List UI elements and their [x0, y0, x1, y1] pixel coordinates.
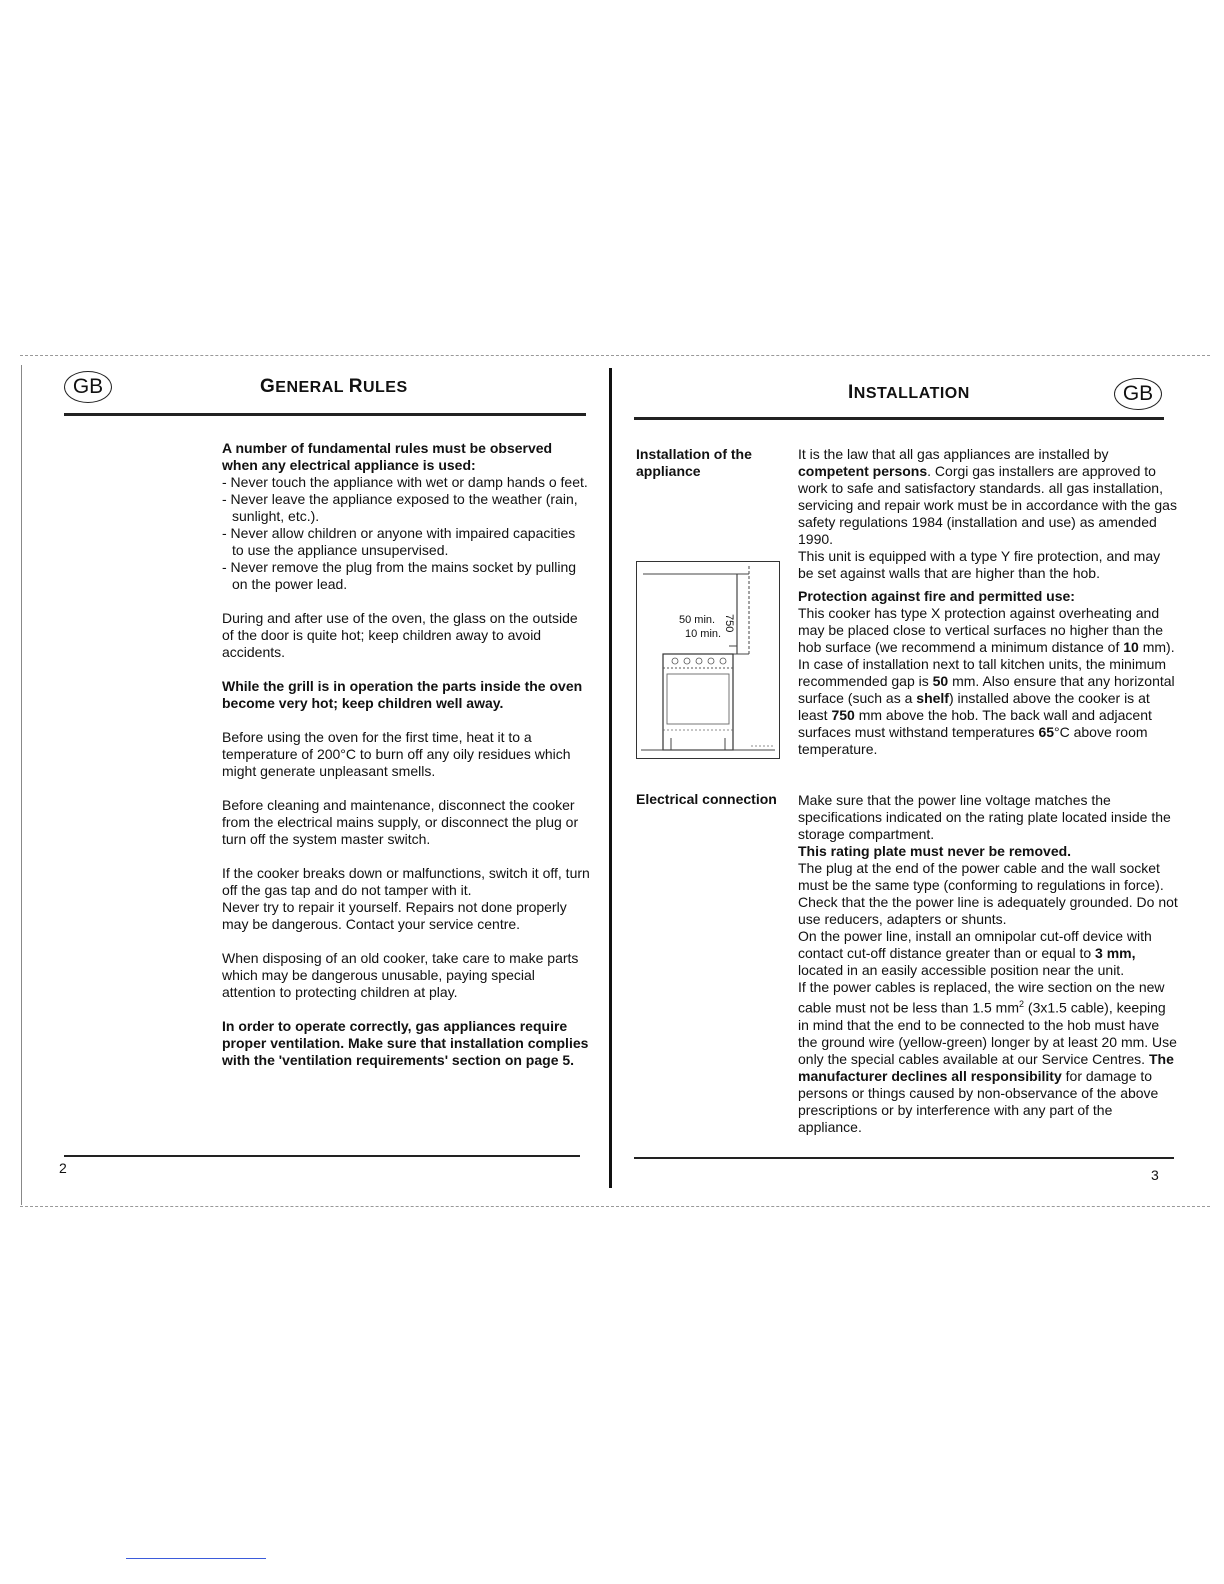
installation-diagram: [636, 561, 780, 759]
breakdown-paragraph: If the cooker breaks down or malfunctions, switch it off, turn off the gas tap and do not tamper with it.: [222, 865, 590, 898]
rule-item: - Never allow children or anyone with impaired capacities to use the appliance unsupervised.: [222, 525, 576, 558]
intro-rules: A number of fundamental rules must be observed when any electrical appliance is used:: [222, 440, 553, 473]
page-title-general-rules: GENERAL RULES: [260, 376, 408, 397]
page-number-right: 3: [1151, 1167, 1159, 1183]
install-paragraph: It is the law that all gas appliances are installed by competent persons. Corgi gas installers are approved to work to safe and satisfactory standards. all gas installation, servicing and repair work must be in accordance with the gas safety regulations 1984 (installation and use) as amended 1990.: [798, 446, 1177, 547]
header-rule-right: [634, 417, 1164, 420]
fire-protection-y-paragraph: This unit is equipped with a type Y fire protection, and may be set against walls that are higher than the hob.: [798, 548, 1161, 581]
electrical-body: [798, 792, 1178, 1136]
grill-warning: While the grill is in operation the parts inside the oven become very hot; keep children well away.: [222, 678, 583, 711]
plug-paragraph: The plug at the end of the power cable and the wall socket must be the same type (conforming to regulations in force). Check that the the power line is adequately grounded. Do not use reducers, adapters or shunts.: [798, 860, 1178, 927]
label-50-min: 50 min.: [679, 614, 716, 626]
installation-body: [798, 446, 1178, 758]
rules-list: [222, 474, 590, 593]
repair-paragraph: Never try to repair it yourself. Repairs not done properly may be dangerous. Contact your service centre.: [222, 899, 567, 932]
scan-edge-bottom: [20, 1206, 1210, 1207]
label-10-min: 10 min.: [685, 628, 722, 640]
protection-heading: Protection against fire and permitted use:: [798, 588, 1075, 604]
scan-edge-top: [20, 355, 1210, 356]
installation-label: Installation of the appliance: [636, 446, 752, 479]
rule-item: - Never touch the appliance with wet or damp hands o feet.: [222, 474, 588, 490]
scan-edge-left: [21, 365, 22, 1205]
page-title-installation: INSTALLATION: [848, 382, 970, 403]
rule-item: - Never remove the plug from the mains socket by pulling on the power lead.: [222, 559, 577, 592]
voltage-paragraph: Make sure that the power line voltage matches the specifications indicated on the rating plate located inside the storage compartment.: [798, 792, 1171, 842]
rule-item: - Never leave the appliance exposed to the weather (rain, sunlight, etc.).: [222, 491, 578, 524]
glass-paragraph: During and after use of the oven, the glass on the outside of the door is quite hot; keep children away to avoid accidents.: [222, 610, 578, 660]
cutoff-paragraph: On the power line, install an omnipolar cut-off device with contact cut-off distance greater than or equal to 3 mm, located in an easily accessible position near the unit.: [798, 928, 1152, 978]
first-use-paragraph: Before using the oven for the first time, heat it to a temperature of 200°C to burn off any oily residues which might generate unpleasant smells.: [222, 729, 571, 779]
scan-artifact-line: [126, 1558, 266, 1559]
gb-badge-right: GB: [1114, 378, 1162, 410]
page-number-left: 2: [59, 1160, 67, 1176]
footer-rule-left: [64, 1155, 580, 1157]
cooker-clearance-drawing: [637, 562, 779, 758]
general-rules-body: [222, 440, 590, 1069]
label-750: 750: [723, 614, 735, 633]
page-gutter: [609, 368, 612, 1188]
disposal-paragraph: When disposing of an old cooker, take care to make parts which may be dangerous unusable, paying special attention to protecting children at play.: [222, 950, 579, 1000]
rating-plate-warning: This rating plate must never be removed.: [798, 843, 1072, 859]
gb-badge-left: GB: [64, 371, 112, 403]
footer-rule-right: [634, 1157, 1174, 1159]
ventilation-warning: In order to operate correctly, gas appliances require proper ventilation. Make sure that installation complies with the 'ventilation requirements' section on page 5.: [222, 1018, 589, 1068]
cable-paragraph: If the power cables is replaced, the wire section on the new cable must not be less than 1.5 $mm^2$ (3x1.5 cable), keeping in mind that the end to be connected to the hob must have the ground wire (yellow-green) longer by at least 20 mm. Use only the special cables available at our Service Centres. The manufacturer declines all responsibility for damage to persons or things caused by non-observance of the above prescriptions or by interference with any part of the appliance.: [798, 979, 1177, 1135]
protection-paragraph: This cooker has type X protection against overheating and may be placed close to vertical surfaces no higher than the hob surface (we recommend a minimum distance of 10 mm). In case of installation next to tall kitchen units, the minimum recommended gap is 50 mm. Also ensure that any horizontal surface (such as a shelf) installed above the cooker is at least 750 mm above the hob. The back wall and adjacent surfaces must withstand temperatures 65°C above room temperature.: [798, 605, 1175, 757]
header-rule-left: [64, 413, 586, 416]
electrical-connection-label: Electrical connection: [636, 791, 777, 807]
cleaning-paragraph: Before cleaning and maintenance, disconnect the cooker from the electrical mains supply, or disconnect the plug or turn off the system master switch.: [222, 797, 579, 847]
